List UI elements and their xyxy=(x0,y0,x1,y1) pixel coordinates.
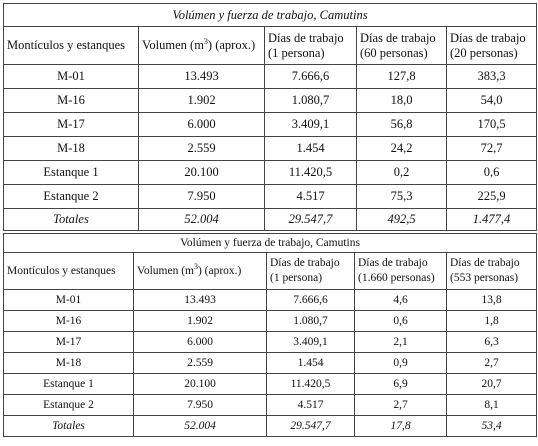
site-cell: M-16 xyxy=(4,311,134,332)
workforce-table-1660-553 xyxy=(3,233,537,437)
days-3-cell: 2,7 xyxy=(447,353,537,374)
days-1-cell: 29.547,7 xyxy=(267,416,355,437)
days-2-cell: 2,7 xyxy=(355,395,447,416)
site-cell: M-18 xyxy=(4,137,139,161)
volume-cell: 2.559 xyxy=(134,353,267,374)
days-3-cell: 6,3 xyxy=(447,332,537,353)
site-cell: Totales xyxy=(4,209,139,231)
header-volume: Volumen $(m^3)$ (aprox.) xyxy=(134,253,267,290)
totals-row xyxy=(4,209,537,231)
volume-cell: 1.902 xyxy=(134,311,267,332)
table-title: Volúmen y fuerza de trabajo, Camutins xyxy=(4,234,537,253)
volume-cell: 1.902 xyxy=(139,89,265,113)
table-row xyxy=(4,353,537,374)
days-1-cell: 11.420,5 xyxy=(267,374,355,395)
volume-cell: 20.100 xyxy=(134,374,267,395)
days-3-cell: 13,8 xyxy=(447,290,537,311)
volume-cell: 7.950 xyxy=(134,395,267,416)
table-title-row xyxy=(4,234,537,253)
days-3-cell: 170,5 xyxy=(447,113,537,137)
site-cell: M-17 xyxy=(4,332,134,353)
site-cell: M-17 xyxy=(4,113,139,137)
site-cell: M-01 xyxy=(4,65,139,89)
volume-cell: 2.559 xyxy=(139,137,265,161)
days-3-cell: 54,0 xyxy=(447,89,537,113)
volume-cell: 6.000 xyxy=(139,113,265,137)
table-row xyxy=(4,89,537,113)
volume-cell: 7.950 xyxy=(139,185,265,209)
days-1-cell: 11.420,5 xyxy=(265,161,357,185)
days-2-cell: 24,2 xyxy=(357,137,447,161)
header-row xyxy=(4,253,537,290)
table-row xyxy=(4,65,537,89)
days-3-cell: 383,3 xyxy=(447,65,537,89)
days-2-cell: 4,6 xyxy=(355,290,447,311)
site-cell: M-18 xyxy=(4,353,134,374)
days-2-cell: 492,5 xyxy=(357,209,447,231)
table-row xyxy=(4,374,537,395)
days-2-cell: 2,1 xyxy=(355,332,447,353)
days-2-cell: 0,9 xyxy=(355,353,447,374)
table-row xyxy=(4,290,537,311)
days-3-cell: 8,1 xyxy=(447,395,537,416)
days-1-cell: 1.454 xyxy=(265,137,357,161)
days-3-cell: 1.477,4 xyxy=(447,209,537,231)
days-1-cell: 1.080,7 xyxy=(267,311,355,332)
header-days-1: Días de trabajo (1 persona) xyxy=(267,253,355,290)
site-cell: Totales xyxy=(4,416,134,437)
days-3-cell: 225,9 xyxy=(447,185,537,209)
volume-cell: 52.004 xyxy=(134,416,267,437)
site-cell: Estanque 2 xyxy=(4,185,139,209)
table-row xyxy=(4,311,537,332)
days-2-cell: 127,8 xyxy=(357,65,447,89)
days-2-cell: 0,2 xyxy=(357,161,447,185)
days-2-cell: 17,8 xyxy=(355,416,447,437)
days-2-cell: 56,8 xyxy=(357,113,447,137)
days-1-cell: 29.547,7 xyxy=(265,209,357,231)
totals-row xyxy=(4,416,537,437)
table-row xyxy=(4,185,537,209)
days-2-cell: 75,3 xyxy=(357,185,447,209)
days-1-cell: 3.409,1 xyxy=(265,113,357,137)
table-row xyxy=(4,332,537,353)
days-1-cell: 4.517 xyxy=(267,395,355,416)
header-site: Montículos y estanques xyxy=(4,253,134,290)
table-row xyxy=(4,113,537,137)
header-days-1: Días de trabajo (1 persona) xyxy=(265,27,357,65)
header-days-2: Días de trabajo (1.660 personas) xyxy=(355,253,447,290)
site-cell: Estanque 2 xyxy=(4,395,134,416)
header-site: Montículos y estanques xyxy=(4,27,139,65)
days-2-cell: 6,9 xyxy=(355,374,447,395)
volume-cell: 13.493 xyxy=(134,290,267,311)
header-days-3: Días de trabajo (20 personas) xyxy=(447,27,537,65)
days-3-cell: 20,7 xyxy=(447,374,537,395)
header-days-3: Días de trabajo (553 personas) xyxy=(447,253,537,290)
table-row xyxy=(4,161,537,185)
days-1-cell: 3.409,1 xyxy=(267,332,355,353)
site-cell: Estanque 1 xyxy=(4,374,134,395)
days-2-cell: 18,0 xyxy=(357,89,447,113)
header-row xyxy=(4,27,537,65)
days-3-cell: 72,7 xyxy=(447,137,537,161)
table-row xyxy=(4,137,537,161)
site-cell: Estanque 1 xyxy=(4,161,139,185)
header-days-2: Días de trabajo (60 personas) xyxy=(357,27,447,65)
volume-cell: 20.100 xyxy=(139,161,265,185)
table-title: Volúmen y fuerza de trabajo, Camutins xyxy=(4,4,537,27)
days-1-cell: 1.454 xyxy=(267,353,355,374)
volume-cell: 52.004 xyxy=(139,209,265,231)
table-title-row xyxy=(4,4,537,27)
days-1-cell: 1.080,7 xyxy=(265,89,357,113)
site-cell: M-01 xyxy=(4,290,134,311)
volume-cell: 6.000 xyxy=(134,332,267,353)
table-row xyxy=(4,395,537,416)
days-1-cell: 4.517 xyxy=(265,185,357,209)
site-cell: M-16 xyxy=(4,89,139,113)
volume-cell: 13.493 xyxy=(139,65,265,89)
days-1-cell: 7.666,6 xyxy=(267,290,355,311)
days-3-cell: 0,6 xyxy=(447,161,537,185)
days-2-cell: 0,6 xyxy=(355,311,447,332)
days-3-cell: 53,4 xyxy=(447,416,537,437)
header-volume: Volumen $(m^3)$ (aprox.) xyxy=(139,27,265,65)
workforce-table-60-20 xyxy=(3,3,537,231)
days-1-cell: 7.666,6 xyxy=(265,65,357,89)
days-3-cell: 1,8 xyxy=(447,311,537,332)
